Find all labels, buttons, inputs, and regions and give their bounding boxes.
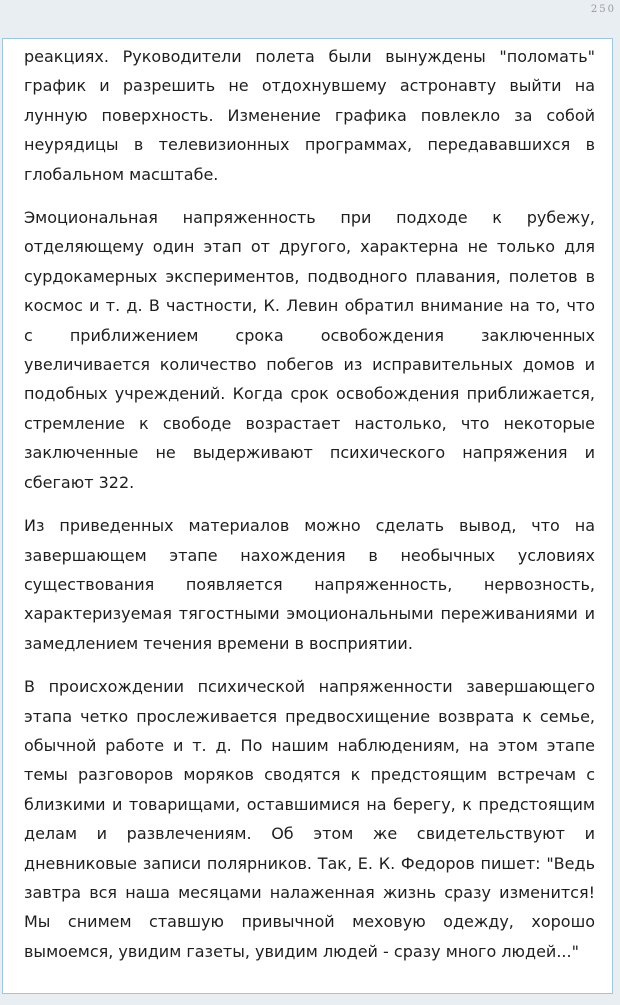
paragraph-1: реакциях. Руководители полета были вынуждены "поломать" график и разрешить не отдохнувшему астронавту выйти на лунную поверхность. Изменение графика повлекло за собой неурядицы в телевизионных программах, передававшихся в глобальном масштабе. xyxy=(24,47,595,184)
page-number: 250 xyxy=(590,4,616,15)
page-content xyxy=(24,42,595,966)
paragraph-3: Из приведенных материалов можно сделать вывод, что на завершающем этапе нахождения в необычных условиях существования появляется напряженность, нервозность, характеризуемая тягостными эмоциональными переживаниями и замедлением течения времени в восприятии. xyxy=(24,516,595,653)
paragraph-2: Эмоциональная напряженность при подходе к рубежу, отделяющему один этап от другого, характерна не только для сурдокамерных экспериментов, подводного плавания, полетов в космос и т. д. В частности, К. Левин обратил внимание на то, что с приближением срока освобождения заключенных увеличивается количество побегов из исправительных домов и подобных учреждений. Когда срок освобождения приближается, стремление к свободе возрастает настолько, что некоторые заключенные не выдерживают психического напряжения и сбегают 322. xyxy=(24,208,595,492)
paragraph-4: В происхождении психической напряженности завершающего этапа четко прослеживается предвосхищение возврата к семье, обычной работе и т. д. По нашим наблюдениям, на этом этапе темы разговоров моряков сводятся к предстоящим встречам с близкими и товарищами, оставшимися на берегу, к предстоящим делам и развлечениям. Об этом же свидетельствуют и дневниковые записи полярников. Так, Е. К. Федоров пишет: "Ведь завтра вся наша месяцами налаженная жизнь сразу изменится! Мы снимем ставшую привычной меховую одежду, хорошо вымоемся, увидим газеты, увидим людей - сразу много людей..." xyxy=(24,677,595,961)
